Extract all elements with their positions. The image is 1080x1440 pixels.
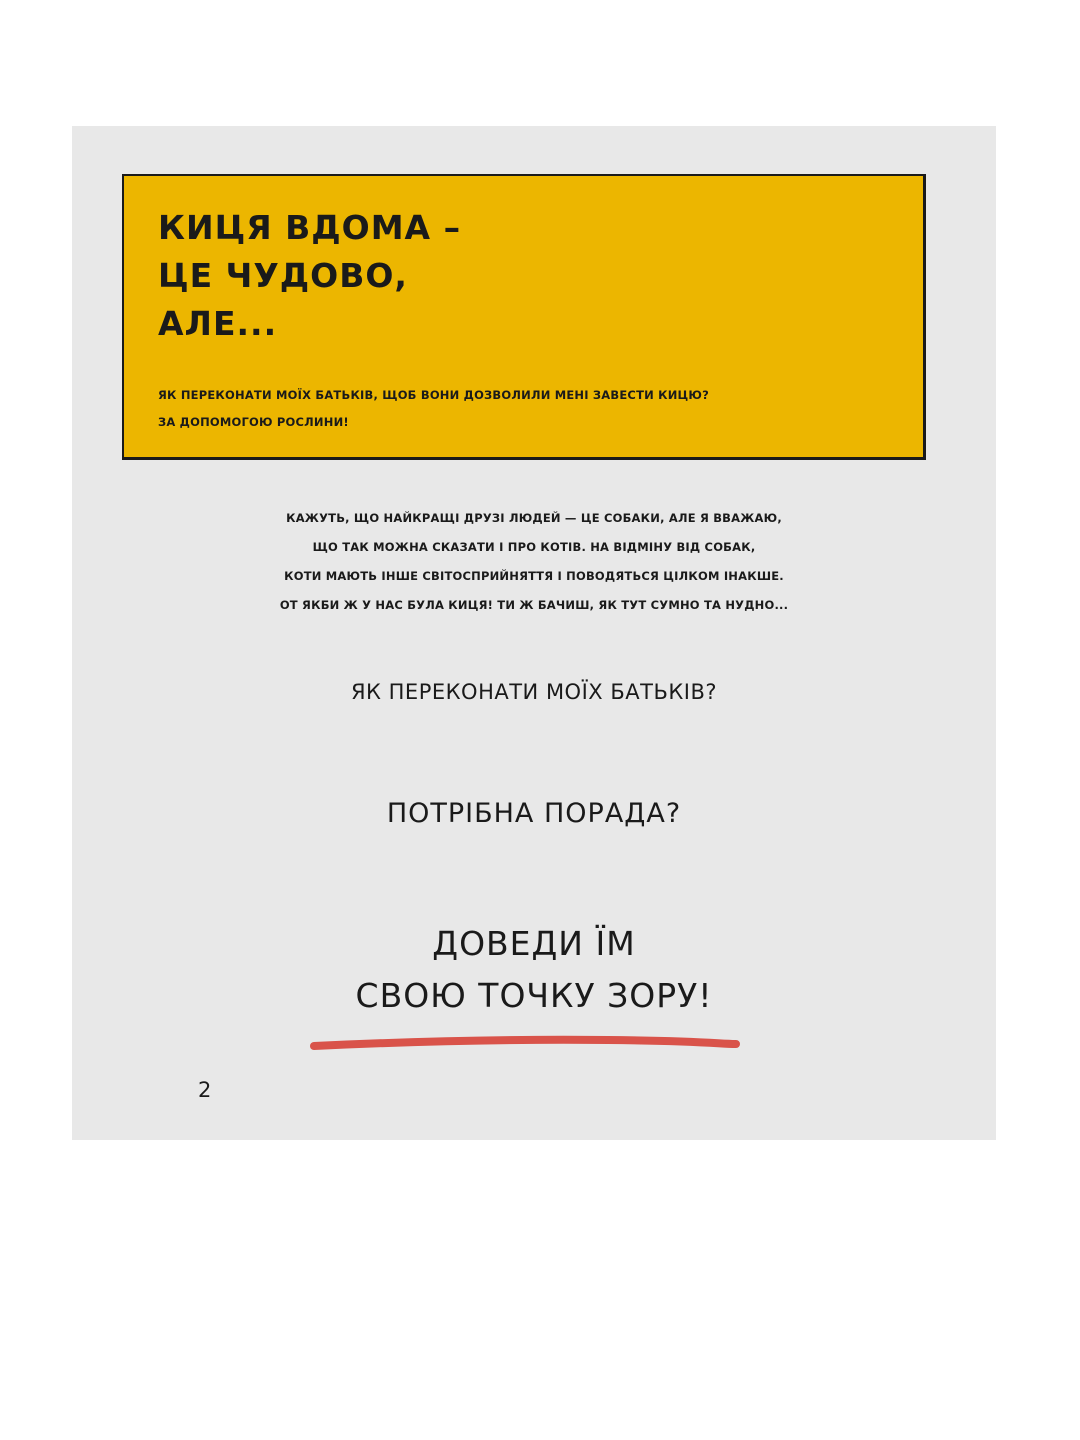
subtitle-line: ЗА ДОПОМОГОЮ РОСЛИНИ! (158, 415, 349, 429)
intro-line: ЩО ТАК МОЖНА СКАЗАТИ І ПРО КОТІВ. НА ВІДМІНУ ВІД СОБАК, (312, 540, 756, 554)
call-to-action (72, 918, 996, 1022)
title-line: КИЦЯ ВДОМА – (158, 208, 462, 247)
page-number: 2 (198, 1078, 212, 1102)
title-box (122, 174, 926, 460)
brush-underline (308, 1030, 744, 1054)
advice-heading: ПОТРІБНА ПОРАДА? (386, 798, 682, 829)
intro-line: ОТ ЯКБИ Ж У НАС БУЛА КИЦЯ! ТИ Ж БАЧИШ, ЯК ТУТ СУМНО ТА НУДНО... (279, 598, 789, 612)
question-heading: ЯК ПЕРЕКОНАТИ МОЇХ БАТЬКІВ? (350, 680, 718, 704)
title-line: АЛЕ... (158, 304, 278, 343)
brush-underline-stroke (314, 1040, 736, 1046)
intro-line: КАЖУТЬ, ЩО НАЙКРАЩІ ДРУЗІ ЛЮДЕЙ — ЦЕ СОБАКИ, АЛЕ Я ВВАЖАЮ, (286, 511, 782, 525)
page-title (158, 204, 461, 348)
intro-line: КОТИ МАЮТЬ ІНШЕ СВІТОСПРИЙНЯТТЯ І ПОВОДЯТЬСЯ ЦІЛКОМ ІНАКШЕ. (284, 569, 784, 583)
book-page (72, 126, 996, 1140)
title-line: ЦЕ ЧУДОВО, (158, 256, 408, 295)
cta-line: ДОВЕДИ ЇМ (432, 924, 636, 963)
subtitle-line: ЯК ПЕРЕКОНАТИ МОЇХ БАТЬКІВ, ЩОБ ВОНИ ДОЗВОЛИЛИ МЕНІ ЗАВЕСТИ КИЦЮ? (158, 388, 710, 402)
page-subtitle (158, 382, 709, 436)
intro-paragraph (72, 504, 996, 620)
cta-line: СВОЮ ТОЧКУ ЗОРУ! (355, 976, 713, 1015)
